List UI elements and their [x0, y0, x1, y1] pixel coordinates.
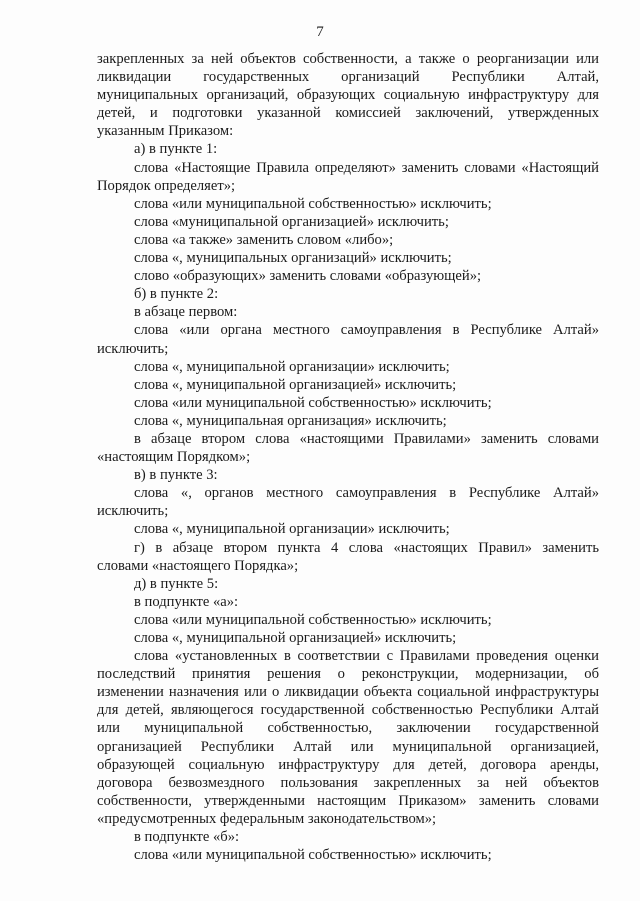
text-line: в абзаце первом:	[134, 304, 238, 321]
text-line: ликвидации государственных организаций Республики Алтай,	[97, 69, 599, 86]
text-line: б) в пункте 2:	[134, 286, 219, 303]
text-line: исключить;	[97, 503, 169, 520]
text-line: слова «, муниципальных организаций» исключить;	[134, 250, 452, 267]
text-line: слова «, муниципальной организацией» исключить;	[134, 376, 457, 393]
text-line: муниципальных организаций, образующих социальную инфраструктуру для	[97, 87, 599, 104]
text-line: в подпункте «б»:	[134, 829, 240, 846]
text-line: указанным Приказом:	[97, 123, 234, 140]
text-line: для детей, являющегося государственной собственностью Республики Алтай	[97, 702, 599, 719]
text-line: слова «, муниципальной организацией» исключить;	[134, 630, 457, 646]
text-line: слова «, муниципальная организация» исключить;	[134, 412, 447, 429]
text-line: договора безвозмездного пользования закрепленных за ней объектов	[97, 774, 599, 791]
page-number: 7	[316, 24, 324, 40]
text-line: а) в пункте 1:	[134, 141, 218, 158]
text-line: образующей социальную инфраструктуру для детей, договора аренды,	[97, 756, 599, 773]
text-line: слова «, органов местного самоуправления в Республике Алтай»	[134, 485, 599, 502]
document-body	[97, 50, 599, 864]
text-line: собственности, утвержденными настоящим Приказом» заменить словами	[97, 792, 599, 809]
text-line: слова «муниципальной организацией» исключить;	[134, 213, 449, 230]
text-line: слова «установленных в соответствии с Правилами проведения оценки	[134, 648, 599, 665]
text-line: изменении назначения или о ликвидации объекта социальной инфраструктуры	[97, 684, 599, 701]
text-line: «настоящим Порядком»;	[97, 449, 251, 466]
text-line: слова «или муниципальной собственностью» исключить;	[134, 847, 492, 864]
text-line: организацией Республики Алтай или муниципальной организацией,	[97, 738, 599, 755]
text-line: слова «, муниципальной организации» исключить;	[134, 358, 450, 375]
text-line: в) в пункте 3:	[134, 467, 218, 484]
text-line: словами «настоящего Порядка»;	[97, 557, 299, 574]
text-line: последствий принятия решения о реконструкции, модернизации, об	[97, 666, 599, 683]
text-line: в абзаце втором слова «настоящими Правилами» заменить словами	[134, 430, 599, 447]
text-line: слова «или органа местного самоуправления в Республике Алтай»	[134, 322, 599, 339]
text-line: «предусмотренных федеральным законодательством»;	[97, 810, 437, 827]
text-line: или муниципальной собственностью, заключении государственной	[97, 720, 599, 737]
text-line: слова «или муниципальной собственностью» исключить;	[134, 195, 492, 212]
text-line: слова «Настоящие Правила определяют» заменить словами «Настоящий	[134, 159, 599, 176]
text-line: Порядок определяет»;	[97, 177, 236, 194]
text-line: г) в абзаце втором пункта 4 слова «настоящих Правил» заменить	[134, 539, 599, 556]
text-line: д) в пункте 5:	[134, 575, 219, 592]
text-line: слова «или муниципальной собственностью» исключить;	[134, 394, 492, 411]
text-line: закрепленных за ней объектов собственности, а также о реорганизации или	[97, 51, 599, 67]
text-line: слова «или муниципальной собственностью» исключить;	[134, 611, 492, 628]
text-line: в подпункте «а»:	[134, 593, 239, 610]
text-line: слова «а также» заменить словом «либо»;	[134, 231, 394, 248]
text-line: исключить;	[97, 340, 169, 357]
text-line: детей, и подготовки указанной комиссией заключений, утвержденных	[97, 105, 599, 122]
text-line: слова «, муниципальной организации» исключить;	[134, 521, 450, 538]
text-line: слово «образующих» заменить словами «образующей»;	[134, 268, 482, 285]
